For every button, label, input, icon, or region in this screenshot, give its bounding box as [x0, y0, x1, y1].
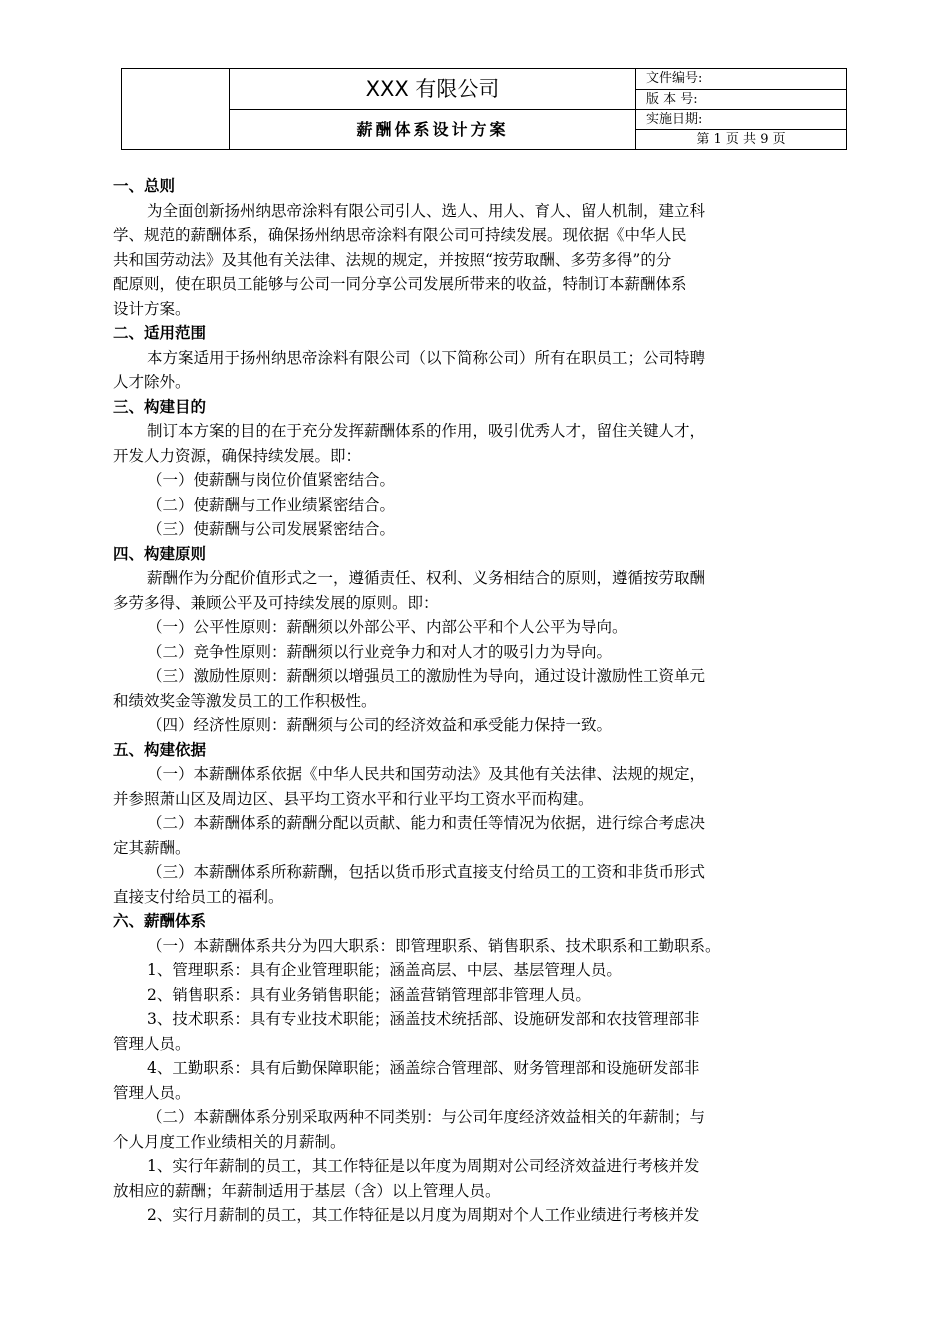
- paragraph-line: 设计方案。: [113, 299, 191, 318]
- paragraph-line: （一）本薪酬体系共分为四大职系：即管理职系、销售职系、技术职系和工勤职系。: [147, 936, 721, 955]
- version-label: 版 本 号:: [636, 89, 847, 110]
- paragraph-line: （二）竞争性原则：薪酬须以行业竞争力和对人才的吸引力为导向。: [147, 642, 613, 661]
- paragraph-line: 薪酬作为分配价值形式之一，遵循责任、权利、义务相结合的原则，遵循按劳取酬: [147, 569, 706, 587]
- paragraph-line: 放相应的薪酬；年薪制适用于基层（含）以上管理人员。: [113, 1181, 501, 1200]
- paragraph-line: （四）经济性原则：薪酬须与公司的经济效益和承受能力保持一致。: [147, 716, 613, 734]
- paragraph-line: 制订本方案的目的在于充分发挥薪酬体系的作用，吸引优秀人才，留住关键人才，: [147, 422, 706, 440]
- paragraph-line: 1、实行年薪制的员工，其工作特征是以年度为周期对公司经济效益进行考核并发: [147, 1157, 700, 1175]
- paragraph-line: 学、规范的薪酬体系，确保扬州纳思帝涂料有限公司可持续发展。现依据《中华人民: [113, 226, 687, 244]
- paragraph-line: 和绩效奖金等激发员工的工作积极性。: [113, 691, 377, 710]
- document-title: 薪酬体系设计方案: [230, 110, 636, 150]
- paragraph-line: 并参照萧山区及周边区、县平均工资水平和行业平均工资水平而构建。: [113, 789, 594, 808]
- paragraph-line: 开发人力资源，确保持续发展。即：: [113, 446, 362, 465]
- paragraph-line: 人才除外。: [113, 373, 191, 391]
- company-name: XXX 有限公司: [230, 69, 636, 110]
- paragraph-line: 3、技术职系：具有专业技术职能；涵盖技术统括部、设施研发部和农技管理部非: [147, 1010, 700, 1028]
- paragraph-line: （三）本薪酬体系所称薪酬，包括以货币形式直接支付给员工的工资和非货币形式: [147, 863, 706, 881]
- logo-cell: [122, 69, 230, 150]
- paragraph-line: 4、工勤职系：具有后勤保障职能；涵盖综合管理部、财务管理部和设施研发部非: [147, 1059, 700, 1077]
- effective-date-label: 实施日期:: [636, 110, 847, 130]
- section-heading: 一、总则: [113, 177, 176, 195]
- section-heading: 三、构建目的: [113, 397, 207, 416]
- section-heading: 二、适用范围: [113, 324, 207, 342]
- document-header-table: [121, 68, 847, 150]
- paragraph-line: 配原则，使在职员工能够与公司一同分享公司发展所带来的收益，特制订本薪酬体系: [113, 275, 687, 293]
- section-heading: 四、构建原则: [113, 544, 207, 563]
- paragraph-line: （一）使薪酬与岗位价值紧密结合。: [147, 471, 396, 489]
- paragraph-line: 定其薪酬。: [113, 838, 191, 857]
- paragraph-line: 本方案适用于扬州纳思帝涂料有限公司（以下简称公司）所有在职员工；公司特聘: [147, 348, 706, 367]
- paragraph-line: 为全面创新扬州纳思帝涂料有限公司引人、选人、用人、育人、留人机制，建立科: [147, 201, 706, 220]
- paragraph-line: 个人月度工作业绩相关的月薪制。: [113, 1132, 346, 1151]
- paragraph-line: 管理人员。: [113, 1083, 191, 1102]
- paragraph-line: （三）激励性原则：薪酬须以增强员工的激励性为导向，通过设计激励性工资单元: [147, 667, 706, 685]
- section-heading: 五、构建依据: [113, 740, 207, 759]
- paragraph-line: （二）本薪酬体系分别采取两种不同类别：与公司年度经济效益相关的年薪制；与: [147, 1108, 706, 1126]
- paragraph-line: （一）公平性原则：薪酬须以外部公平、内部公平和个人公平为导向。: [147, 618, 628, 636]
- paragraph-line: 2、实行月薪制的员工，其工作特征是以月度为周期对个人工作业绩进行考核并发: [147, 1206, 700, 1224]
- paragraph-line: （一）本薪酬体系依据《中华人民共和国劳动法》及其他有关法律、法规的规定，: [147, 765, 706, 783]
- document-body: [113, 174, 853, 1228]
- paragraph-line: 管理人员。: [113, 1034, 191, 1053]
- file-number-label: 文件编号:: [636, 69, 847, 90]
- paragraph-line: 1、管理职系：具有企业管理职能；涵盖高层、中层、基层管理人员。: [147, 961, 622, 979]
- page-info: 第 1 页 共 9 页: [636, 130, 847, 150]
- paragraph-line: （二）使薪酬与工作业绩紧密结合。: [147, 495, 396, 514]
- paragraph-line: 直接支付给员工的福利。: [113, 887, 284, 906]
- section-heading: 六、薪酬体系: [113, 912, 207, 930]
- paragraph-line: （二）本薪酬体系的薪酬分配以贡献、能力和责任等情况为依据，进行综合考虑决: [147, 814, 706, 832]
- paragraph-line: （三）使薪酬与公司发展紧密结合。: [147, 520, 396, 538]
- paragraph-line: 2、销售职系：具有业务销售职能；涵盖营销管理部非管理人员。: [147, 985, 591, 1004]
- paragraph-line: 共和国劳动法》及其他有关法律、法规的规定，并按照“按劳取酬、多劳多得”的分: [113, 250, 672, 269]
- paragraph-line: 多劳多得、兼顾公平及可持续发展的原则。即：: [113, 593, 439, 612]
